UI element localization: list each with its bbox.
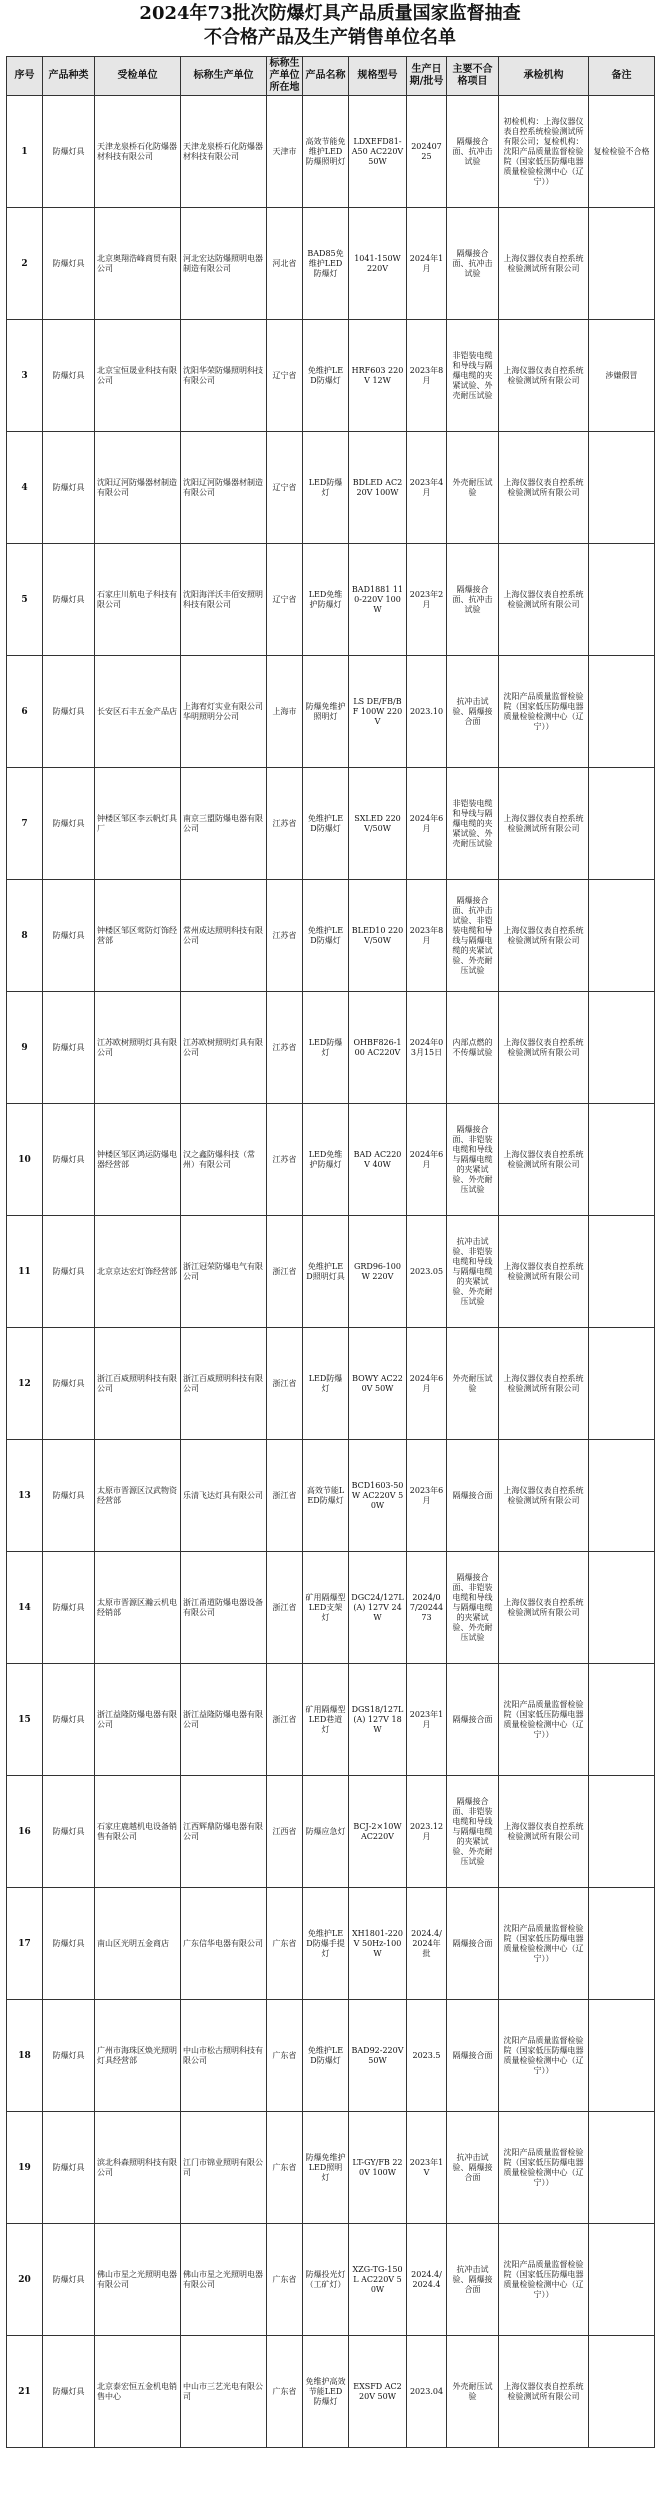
table-row — [7, 1776, 655, 1888]
seq-cell: 3 — [7, 320, 43, 432]
inspected-unit-cell: 北京京达宏灯饰经营部 — [95, 1216, 181, 1328]
model-cell: BCJ-2×10W AC220V — [349, 1776, 407, 1888]
defects-cell: 抗冲击试验、非铠装电缆和导线与隔爆电缆的夹紧试验、外壳耐压试验 — [447, 1216, 499, 1328]
lab-cell: 上海仪器仪表自控系统检验测试所有限公司 — [499, 432, 589, 544]
product-name-cell: 防爆免维护LED照明灯 — [303, 2112, 349, 2224]
remarks-cell — [589, 2112, 655, 2224]
product-name-cell: LED防爆灯 — [303, 432, 349, 544]
category-cell: 防爆灯具 — [43, 2336, 95, 2448]
seq-cell: 19 — [7, 2112, 43, 2224]
lab-cell: 上海仪器仪表自控系统检验测试所有限公司 — [499, 208, 589, 320]
seq-cell: 11 — [7, 1216, 43, 1328]
model-cell: 1041-150W 220V — [349, 208, 407, 320]
seq-cell: 14 — [7, 1552, 43, 1664]
product-name-cell: 防爆投光灯（工矿灯） — [303, 2224, 349, 2336]
product-name-cell: 免维护LED照明灯具 — [303, 1216, 349, 1328]
model-cell: BAD92-220V 50W — [349, 2000, 407, 2112]
inspected-unit-cell: 广州市海珠区焕光照明灯具经营部 — [95, 2000, 181, 2112]
batch-cell: 20240725 — [407, 96, 447, 208]
manufacturer-cell: 沈阳辽河防爆器材制造有限公司 — [181, 432, 267, 544]
inspected-unit-cell: 太原市晋源区瀚云机电经销部 — [95, 1552, 181, 1664]
header-col-lab: 承检机构 — [499, 57, 589, 96]
seq-cell: 17 — [7, 1888, 43, 2000]
batch-cell: 2023年8月 — [407, 880, 447, 992]
inspected-unit-cell: 江苏欧树照明灯具有限公司 — [95, 992, 181, 1104]
manufacturer-cell: 汉之鑫防爆科技（常州）有限公司 — [181, 1104, 267, 1216]
page-title — [0, 2, 660, 50]
lab-cell: 沈阳产品质量监督检验院（国家低压防爆电器质量检验检测中心（辽宁）） — [499, 2112, 589, 2224]
inspected-unit-cell: 石家庄川航电子科技有限公司 — [95, 544, 181, 656]
lab-cell: 上海仪器仪表自控系统检验测试所有限公司 — [499, 1440, 589, 1552]
defects-cell: 内部点燃的不传爆试验 — [447, 992, 499, 1104]
location-cell: 上海市 — [267, 656, 303, 768]
defects-cell: 外壳耐压试验 — [447, 432, 499, 544]
model-cell: OHBF826-100 AC220V — [349, 992, 407, 1104]
location-cell: 辽宁省 — [267, 320, 303, 432]
location-cell: 广东省 — [267, 1888, 303, 2000]
manufacturer-cell: 上海宥灯实业有限公司华明照明分公司 — [181, 656, 267, 768]
category-cell: 防爆灯具 — [43, 1328, 95, 1440]
manufacturer-cell: 中山市三艺光电有限公司 — [181, 2336, 267, 2448]
lab-cell: 沈阳产品质量监督检验院（国家低压防爆电器质量检验检测中心（辽宁）） — [499, 2000, 589, 2112]
inspected-unit-cell: 北京奥翔浩峰商贸有限公司 — [95, 208, 181, 320]
model-cell: EXSFD AC220V 50W — [349, 2336, 407, 2448]
lab-cell: 沈阳产品质量监督检验院（国家低压防爆电器质量检验检测中心（辽宁）） — [499, 1664, 589, 1776]
table-row — [7, 656, 655, 768]
seq-cell: 8 — [7, 880, 43, 992]
manufacturer-cell: 浙江冠荣防爆电气有限公司 — [181, 1216, 267, 1328]
manufacturer-cell: 中山市松古照明科技有限公司 — [181, 2000, 267, 2112]
defects-cell: 隔爆接合面 — [447, 1440, 499, 1552]
lab-cell: 沈阳产品质量监督检验院（国家低压防爆电器质量检验检测中心（辽宁）） — [499, 2224, 589, 2336]
table-row — [7, 320, 655, 432]
seq-cell: 7 — [7, 768, 43, 880]
location-cell: 江苏省 — [267, 992, 303, 1104]
remarks-cell — [589, 432, 655, 544]
location-cell: 广东省 — [267, 2224, 303, 2336]
defects-cell: 外壳耐压试验 — [447, 1328, 499, 1440]
category-cell: 防爆灯具 — [43, 208, 95, 320]
manufacturer-cell: 南京三盟防爆电器有限公司 — [181, 768, 267, 880]
table-row — [7, 96, 655, 208]
location-cell: 浙江省 — [267, 1216, 303, 1328]
header-col-batch: 生产日期/批号 — [407, 57, 447, 96]
batch-cell: 2023年6月 — [407, 1440, 447, 1552]
lab-cell: 上海仪器仪表自控系统检验测试所有限公司 — [499, 320, 589, 432]
model-cell: LT-GY/FB 220V 100W — [349, 2112, 407, 2224]
table-body — [7, 96, 655, 2448]
batch-cell: 2023年4月 — [407, 432, 447, 544]
product-name-cell: 免维护LED防爆灯 — [303, 768, 349, 880]
model-cell: DGC24/127L(A) 127V 24W — [349, 1552, 407, 1664]
lab-cell: 上海仪器仪表自控系统检验测试所有限公司 — [499, 880, 589, 992]
remarks-cell — [589, 1328, 655, 1440]
remarks-cell: 涉嫌假冒 — [589, 320, 655, 432]
category-cell: 防爆灯具 — [43, 880, 95, 992]
model-cell: XH1801-220V 50Hz-100W — [349, 1888, 407, 2000]
nonconforming-products-table — [6, 56, 655, 2448]
location-cell: 江苏省 — [267, 880, 303, 992]
header-col-category: 产品种类 — [43, 57, 95, 96]
title-line-1: 2024年73批次防爆灯具产品质量国家监督抽查 — [139, 3, 521, 24]
batch-cell: 2023年1V — [407, 2112, 447, 2224]
seq-cell: 9 — [7, 992, 43, 1104]
location-cell: 江苏省 — [267, 768, 303, 880]
table-row — [7, 992, 655, 1104]
inspected-unit-cell: 佛山市星之光照明电器有限公司 — [95, 2224, 181, 2336]
table-row — [7, 2112, 655, 2224]
remarks-cell — [589, 880, 655, 992]
defects-cell: 外壳耐压试验 — [447, 2336, 499, 2448]
defects-cell: 隔爆接合面、抗冲击试验 — [447, 544, 499, 656]
batch-cell: 2023.5 — [407, 2000, 447, 2112]
model-cell: HRF603 220V 12W — [349, 320, 407, 432]
model-cell: XZG-TG-150L AC220V 50W — [349, 2224, 407, 2336]
seq-cell: 4 — [7, 432, 43, 544]
category-cell: 防爆灯具 — [43, 2224, 95, 2336]
remarks-cell — [589, 2224, 655, 2336]
title-line-2: 不合格产品及生产销售单位名单 — [204, 27, 456, 48]
product-name-cell: 防爆免维护照明灯 — [303, 656, 349, 768]
manufacturer-cell: 沈阳华荣防爆照明科技有限公司 — [181, 320, 267, 432]
table-row — [7, 1328, 655, 1440]
product-name-cell: 免维护LED防爆灯 — [303, 880, 349, 992]
location-cell: 江苏省 — [267, 1104, 303, 1216]
header-col-manufacturer: 标称生产单位 — [181, 57, 267, 96]
category-cell: 防爆灯具 — [43, 320, 95, 432]
table-row — [7, 2336, 655, 2448]
manufacturer-cell: 河北宏达防爆照明电器制造有限公司 — [181, 208, 267, 320]
model-cell: DGS18/127L(A) 127V 18W — [349, 1664, 407, 1776]
table-row — [7, 880, 655, 992]
table-row — [7, 1216, 655, 1328]
table-row — [7, 1664, 655, 1776]
seq-cell: 15 — [7, 1664, 43, 1776]
table-row — [7, 1440, 655, 1552]
category-cell: 防爆灯具 — [43, 1552, 95, 1664]
category-cell: 防爆灯具 — [43, 1664, 95, 1776]
manufacturer-cell: 天津龙泉桥石化防爆器材科技有限公司 — [181, 96, 267, 208]
seq-cell: 12 — [7, 1328, 43, 1440]
remarks-cell — [589, 1888, 655, 2000]
lab-cell: 上海仪器仪表自控系统检验测试所有限公司 — [499, 1104, 589, 1216]
lab-cell: 上海仪器仪表自控系统检验测试所有限公司 — [499, 768, 589, 880]
location-cell: 江西省 — [267, 1776, 303, 1888]
defects-cell: 隔爆接合面 — [447, 1664, 499, 1776]
remarks-cell — [589, 1552, 655, 1664]
remarks-cell — [589, 1216, 655, 1328]
inspected-unit-cell: 北京泰宏恒五金机电销售中心 — [95, 2336, 181, 2448]
product-name-cell: 高效节能LED防爆灯 — [303, 1440, 349, 1552]
category-cell: 防爆灯具 — [43, 1216, 95, 1328]
category-cell: 防爆灯具 — [43, 656, 95, 768]
category-cell: 防爆灯具 — [43, 432, 95, 544]
seq-cell: 16 — [7, 1776, 43, 1888]
inspected-unit-cell: 南山区光明五金商店 — [95, 1888, 181, 2000]
batch-cell: 2024年1月 — [407, 208, 447, 320]
inspected-unit-cell: 太原市晋源区汉武物资经营部 — [95, 1440, 181, 1552]
header-col-remarks: 备注 — [589, 57, 655, 96]
batch-cell: 2023.10 — [407, 656, 447, 768]
batch-cell: 2024.4/2024.4 — [407, 2224, 447, 2336]
model-cell: BLED10 220V/50W — [349, 880, 407, 992]
remarks-cell — [589, 1776, 655, 1888]
remarks-cell — [589, 2336, 655, 2448]
model-cell: GRD96-100W 220V — [349, 1216, 407, 1328]
seq-cell: 13 — [7, 1440, 43, 1552]
category-cell: 防爆灯具 — [43, 96, 95, 208]
table-row — [7, 2000, 655, 2112]
manufacturer-cell: 江苏欧树照明灯具有限公司 — [181, 992, 267, 1104]
batch-cell: 2024年6月 — [407, 1328, 447, 1440]
table-row — [7, 432, 655, 544]
category-cell: 防爆灯具 — [43, 1104, 95, 1216]
product-name-cell: 免维护LED防爆灯 — [303, 2000, 349, 2112]
defects-cell: 隔爆接合面、抗冲击试验 — [447, 208, 499, 320]
lab-cell: 初检机构：上海仪器仪表自控系统检验测试所有限公司；复检机构：沈阳产品质量监督检验院（国家低压防爆电器质量检验检测中心（辽宁）） — [499, 96, 589, 208]
batch-cell: 2024/07/2024473 — [407, 1552, 447, 1664]
manufacturer-cell: 佛山市星之光照明电器有限公司 — [181, 2224, 267, 2336]
header-col-seq: 序号 — [7, 57, 43, 96]
table-row — [7, 1888, 655, 2000]
defects-cell: 抗冲击试验、隔爆接合面 — [447, 2224, 499, 2336]
manufacturer-cell: 广东信华电器有限公司 — [181, 1888, 267, 2000]
seq-cell: 18 — [7, 2000, 43, 2112]
location-cell: 广东省 — [267, 2112, 303, 2224]
inspected-unit-cell: 天津龙泉桥石化防爆器材科技有限公司 — [95, 96, 181, 208]
batch-cell: 2024年6月 — [407, 1104, 447, 1216]
lab-cell: 上海仪器仪表自控系统检验测试所有限公司 — [499, 1216, 589, 1328]
remarks-cell — [589, 1104, 655, 1216]
defects-cell: 隔爆接合面 — [447, 1888, 499, 2000]
inspected-unit-cell: 钟楼区邹区李云帆灯具厂 — [95, 768, 181, 880]
remarks-cell: 复检检验不合格 — [589, 96, 655, 208]
manufacturer-cell: 江西辉鼎防爆电器有限公司 — [181, 1776, 267, 1888]
lab-cell: 上海仪器仪表自控系统检验测试所有限公司 — [499, 992, 589, 1104]
inspected-unit-cell: 浙江益隆防爆电器有限公司 — [95, 1664, 181, 1776]
product-name-cell: 矿用隔爆型LED支架灯 — [303, 1552, 349, 1664]
remarks-cell — [589, 544, 655, 656]
table-row — [7, 1104, 655, 1216]
defects-cell: 抗冲击试验、隔爆接合面 — [447, 2112, 499, 2224]
defects-cell: 隔爆接合面、抗冲击试验、非铠装电缆和导线与隔爆电缆的夹紧试验、外壳耐压试验 — [447, 880, 499, 992]
model-cell: SXLED 220V/50W — [349, 768, 407, 880]
manufacturer-cell: 江门市锦业照明有限公司 — [181, 2112, 267, 2224]
remarks-cell — [589, 1664, 655, 1776]
table-row — [7, 544, 655, 656]
defects-cell: 非铠装电缆和导线与隔爆电缆的夹紧试验、外壳耐压试验 — [447, 320, 499, 432]
product-name-cell: 防爆应急灯 — [303, 1776, 349, 1888]
model-cell: BDLED AC220V 100W — [349, 432, 407, 544]
product-name-cell: LED防爆灯 — [303, 992, 349, 1104]
location-cell: 浙江省 — [267, 1328, 303, 1440]
location-cell: 天津市 — [267, 96, 303, 208]
category-cell: 防爆灯具 — [43, 1888, 95, 2000]
location-cell: 辽宁省 — [267, 544, 303, 656]
header-col-inspected-unit: 受检单位 — [95, 57, 181, 96]
batch-cell: 2023年1月 — [407, 1664, 447, 1776]
batch-cell: 2023.04 — [407, 2336, 447, 2448]
seq-cell: 20 — [7, 2224, 43, 2336]
table-header-row — [7, 57, 655, 96]
batch-cell: 2024年03月15日 — [407, 992, 447, 1104]
lab-cell: 上海仪器仪表自控系统检验测试所有限公司 — [499, 2336, 589, 2448]
header-col-location: 标称生产单位所在地 — [267, 57, 303, 96]
remarks-cell — [589, 768, 655, 880]
inspected-unit-cell: 滨北科森照明科技有限公司 — [95, 2112, 181, 2224]
category-cell: 防爆灯具 — [43, 768, 95, 880]
lab-cell: 上海仪器仪表自控系统检验测试所有限公司 — [499, 1328, 589, 1440]
header-col-product-name: 产品名称 — [303, 57, 349, 96]
location-cell: 浙江省 — [267, 1552, 303, 1664]
product-name-cell: 高效节能免维护LED防爆照明灯 — [303, 96, 349, 208]
location-cell: 河北省 — [267, 208, 303, 320]
table-row — [7, 208, 655, 320]
defects-cell: 隔爆接合面、非铠装电缆和导线与隔爆电缆的夹紧试验、外壳耐压试验 — [447, 1776, 499, 1888]
defects-cell: 隔爆接合面 — [447, 2000, 499, 2112]
remarks-cell — [589, 2000, 655, 2112]
remarks-cell — [589, 1440, 655, 1552]
model-cell: LDXEFD81-A50 AC220V 50W — [349, 96, 407, 208]
model-cell: BAD AC220V 40W — [349, 1104, 407, 1216]
batch-cell: 2024年6月 — [407, 768, 447, 880]
model-cell: BOWY AC220V 50W — [349, 1328, 407, 1440]
batch-cell: 2023年2月 — [407, 544, 447, 656]
table-row — [7, 1552, 655, 1664]
product-name-cell: 免维护LED防爆手提灯 — [303, 1888, 349, 2000]
product-name-cell: 免维护高效节能LED防爆灯 — [303, 2336, 349, 2448]
category-cell: 防爆灯具 — [43, 2000, 95, 2112]
manufacturer-cell: 浙江甬道防爆电器设备有限公司 — [181, 1552, 267, 1664]
location-cell: 浙江省 — [267, 1664, 303, 1776]
remarks-cell — [589, 992, 655, 1104]
batch-cell: 2023年8月 — [407, 320, 447, 432]
category-cell: 防爆灯具 — [43, 544, 95, 656]
product-name-cell: 矿用隔爆型LED巷道灯 — [303, 1664, 349, 1776]
inspected-unit-cell: 长安区石丰五金产品店 — [95, 656, 181, 768]
table-row — [7, 768, 655, 880]
remarks-cell — [589, 656, 655, 768]
manufacturer-cell: 乐清飞达灯具有限公司 — [181, 1440, 267, 1552]
manufacturer-cell: 常州成达照明科技有限公司 — [181, 880, 267, 992]
lab-cell: 沈阳产品质量监督检验院（国家低压防爆电器质量检验检测中心（辽宁）） — [499, 656, 589, 768]
defects-cell: 抗冲击试验、隔爆接合面 — [447, 656, 499, 768]
seq-cell: 10 — [7, 1104, 43, 1216]
lab-cell: 上海仪器仪表自控系统检验测试所有限公司 — [499, 1776, 589, 1888]
manufacturer-cell: 沈阳海洋沃丰佰安照明科技有限公司 — [181, 544, 267, 656]
lab-cell: 沈阳产品质量监督检验院（国家低压防爆电器质量检验检测中心（辽宁）） — [499, 1888, 589, 2000]
seq-cell: 2 — [7, 208, 43, 320]
lab-cell: 上海仪器仪表自控系统检验测试所有限公司 — [499, 544, 589, 656]
defects-cell: 隔爆接合面、抗冲击试验 — [447, 96, 499, 208]
batch-cell: 2023.05 — [407, 1216, 447, 1328]
inspected-unit-cell: 沈阳辽河防爆器材制造有限公司 — [95, 432, 181, 544]
manufacturer-cell: 浙江百威照明科技有限公司 — [181, 1328, 267, 1440]
category-cell: 防爆灯具 — [43, 992, 95, 1104]
batch-cell: 2024.4/2024年批 — [407, 1888, 447, 2000]
product-name-cell: 免维护LED防爆灯 — [303, 320, 349, 432]
defects-cell: 隔爆接合面、非铠装电缆和导线与隔爆电缆的夹紧试验、外壳耐压试验 — [447, 1104, 499, 1216]
location-cell: 广东省 — [267, 2336, 303, 2448]
product-name-cell: BAD85免维护LED防爆灯 — [303, 208, 349, 320]
model-cell: BAD1881 110-220V 100W — [349, 544, 407, 656]
model-cell: BCD1603-50W AC220V 50W — [349, 1440, 407, 1552]
table-row — [7, 2224, 655, 2336]
remarks-cell — [589, 208, 655, 320]
header-col-defects: 主要不合格项目 — [447, 57, 499, 96]
manufacturer-cell: 浙江益隆防爆电器有限公司 — [181, 1664, 267, 1776]
category-cell: 防爆灯具 — [43, 1776, 95, 1888]
inspected-unit-cell: 浙江百威照明科技有限公司 — [95, 1328, 181, 1440]
lab-cell: 上海仪器仪表自控系统检验测试所有限公司 — [499, 1552, 589, 1664]
inspected-unit-cell: 北京宝恒晟业科技有限公司 — [95, 320, 181, 432]
product-name-cell: LED免维护防爆灯 — [303, 1104, 349, 1216]
product-name-cell: LED防爆灯 — [303, 1328, 349, 1440]
category-cell: 防爆灯具 — [43, 1440, 95, 1552]
inspected-unit-cell: 钟楼区邹区鸿运防爆电器经营部 — [95, 1104, 181, 1216]
header-col-model: 规格型号 — [349, 57, 407, 96]
location-cell: 广东省 — [267, 2000, 303, 2112]
defects-cell: 隔爆接合面、非铠装电缆和导线与隔爆电缆的夹紧试验、外壳耐压试验 — [447, 1552, 499, 1664]
inspected-unit-cell: 石家庄鹿越机电设备销售有限公司 — [95, 1776, 181, 1888]
product-name-cell: LED免维护防爆灯 — [303, 544, 349, 656]
defects-cell: 非铠装电缆和导线与隔爆电缆的夹紧试验、外壳耐压试验 — [447, 768, 499, 880]
seq-cell: 1 — [7, 96, 43, 208]
location-cell: 浙江省 — [267, 1440, 303, 1552]
batch-cell: 2023.12月 — [407, 1776, 447, 1888]
seq-cell: 5 — [7, 544, 43, 656]
location-cell: 辽宁省 — [267, 432, 303, 544]
inspected-unit-cell: 钟楼区邹区莺防灯饰经营部 — [95, 880, 181, 992]
category-cell: 防爆灯具 — [43, 2112, 95, 2224]
model-cell: LS DE/FB/BF 100W 220V — [349, 656, 407, 768]
seq-cell: 6 — [7, 656, 43, 768]
seq-cell: 21 — [7, 2336, 43, 2448]
